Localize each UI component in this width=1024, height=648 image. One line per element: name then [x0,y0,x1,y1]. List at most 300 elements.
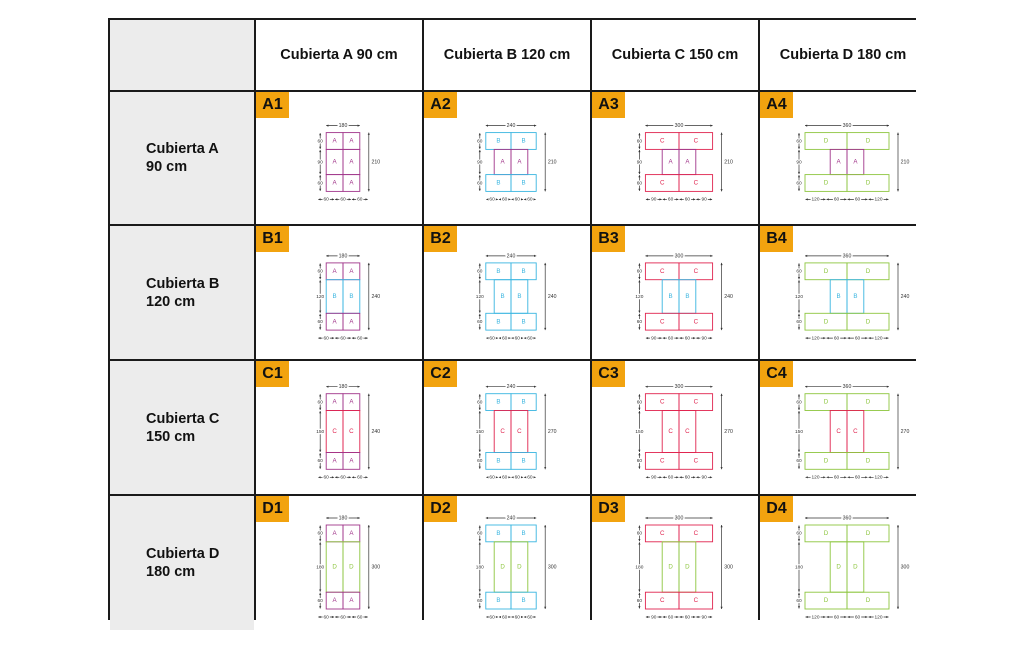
arrowhead [479,539,481,541]
arrowhead [721,607,723,609]
arrowhead [886,198,888,200]
arrowhead [638,172,640,174]
arrowhead [544,133,546,135]
diagram-cell-a1 [256,92,422,224]
arrowhead [479,327,481,329]
arrowhead [798,263,800,265]
layout-table [108,18,916,620]
arrowhead [798,175,800,177]
left-dimension-label: 90 [796,160,802,166]
module-letter: B [521,267,526,275]
arrowhead [332,198,334,200]
left-dimension-label: 120 [475,294,484,300]
left-dimension-label: 60 [636,459,643,465]
diagram-cell-b1 [256,226,422,359]
arrowhead [806,476,808,478]
arrowhead [798,539,800,541]
arrowhead [318,476,320,478]
left-dimension-label: 180 [316,565,325,571]
row-header-line1: Cubierta A [146,141,219,157]
arrowhead [897,525,899,527]
right-dimension-label: 270 [724,428,733,435]
right-dimension-label: 210 [724,159,733,166]
arrowhead [710,125,712,127]
right-dimension-label: 210 [547,159,557,166]
bottom-dimension-label: 60 [502,615,508,621]
module-letter: A [836,158,841,166]
arrowhead [798,311,800,313]
module-letter: D [823,457,829,465]
bottom-dimension-label: 90 [651,197,657,203]
left-dimension-label: 60 [477,400,483,406]
arrowhead [696,337,698,339]
arrowhead [534,616,536,618]
bottom-dimension-label: 60 [502,336,508,342]
diagram-cell-c1 [256,361,422,494]
arrowhead [865,337,867,339]
arrowhead [534,255,536,257]
arrowhead [663,337,665,339]
top-dimension-label: 180 [338,384,348,391]
bottom-dimension-label: 90 [651,475,657,481]
arrowhead [524,476,526,478]
arrowhead [479,394,481,396]
arrowhead [897,394,899,396]
left-dimension-label: 60 [317,598,323,604]
bottom-dimension-label: 60 [833,475,840,481]
arrowhead [638,150,640,152]
module-letter: B [496,398,501,406]
left-dimension-label: 60 [477,181,483,187]
arrowhead [368,467,370,469]
module-letter: C [659,318,665,326]
row-header-line2: 90 cm [146,159,188,175]
arrowhead [499,616,501,618]
left-dimension-label: 60 [636,531,643,537]
arrowhead [349,616,351,618]
arrowhead [368,328,370,330]
arrowhead [823,476,825,478]
arrowhead [676,616,678,618]
arrowhead [524,616,526,618]
module-letter: B [521,398,526,406]
right-dimension-label: 240 [724,293,733,300]
column-header-label: Cubierta C 150 cm [611,47,739,63]
arrowhead [358,255,360,257]
arrowhead [479,150,481,152]
cell-id-badge: A4 [760,92,793,118]
arrowhead [524,198,526,200]
bottom-dimension-label: 60 [323,336,329,342]
row-header-d [110,496,254,630]
arrowhead [865,198,867,200]
arrowhead [897,263,899,265]
column-header-label: Cubierta B 120 cm [443,47,571,63]
diagram-cell-d4 [760,496,926,630]
cell-id-badge: D4 [760,496,793,522]
arrowhead [479,590,481,592]
arrowhead [721,328,723,330]
arrowhead [798,542,800,544]
arrowhead [721,467,723,469]
diagram-cell-c3 [592,361,758,494]
module-letter: C [693,267,699,275]
bottom-dimension-label: 120 [811,475,820,481]
cell-id-badge: B1 [256,226,289,252]
left-dimension-label: 60 [796,598,802,604]
arrowhead [521,616,523,618]
arrowhead [693,337,695,339]
top-dimension-label: 360 [842,122,852,129]
module-letter: C [693,398,699,406]
module-letter: D [865,398,871,406]
arrowhead [368,525,370,527]
bottom-dimension-label: 60 [357,336,363,342]
bottom-dimension-label: 60 [684,475,691,481]
arrowhead [508,337,510,339]
arrowhead [366,337,368,339]
module-letter: A [332,179,337,187]
module-letter: A [668,158,673,166]
arrowhead [680,337,682,339]
bottom-dimension-label: 60 [323,615,329,621]
arrowhead [319,150,321,152]
arrowhead [332,337,334,339]
arrowhead [368,189,370,191]
bottom-dimension-label: 60 [527,615,533,621]
left-dimension-label: 60 [796,181,802,187]
arrowhead [638,263,640,265]
bottom-dimension-label: 120 [874,475,883,481]
module-letter: A [349,457,354,465]
right-dimension-label: 300 [724,564,733,571]
module-letter: C [693,179,699,187]
left-dimension-label: 60 [796,531,802,537]
arrowhead [638,526,640,528]
module-letter: C [349,428,354,436]
arrowhead [332,616,334,618]
module-letter: D [865,137,871,145]
arrowhead [508,198,510,200]
left-dimension-label: 60 [317,531,323,537]
module-letter: B [496,179,501,187]
arrowhead [534,517,536,519]
arrowhead [319,133,321,135]
arrowhead [827,616,829,618]
bottom-dimension-label: 60 [833,197,840,203]
arrowhead [645,125,647,127]
module-letter: A [349,137,354,145]
arrowhead [479,189,481,191]
top-dimension-label: 360 [842,515,852,522]
arrowhead [534,476,536,478]
left-dimension-label: 60 [796,139,802,145]
arrowhead [544,607,546,609]
module-letter: B [496,457,501,465]
module-letter: B [668,293,673,301]
arrowhead [326,517,328,519]
arrowhead [319,408,321,410]
arrowhead [512,616,514,618]
arrowhead [352,616,354,618]
arrowhead [798,408,800,410]
module-letter: B [332,293,337,301]
module-letter: A [685,158,690,166]
arrowhead [638,450,640,452]
module-letter: A [332,457,337,465]
arrowhead [887,386,889,388]
arrowhead [844,337,846,339]
left-dimension-label: 60 [317,139,323,145]
arrowhead [844,616,846,618]
bottom-dimension-label: 60 [667,615,674,621]
diagram-cell-d3 [592,496,758,630]
top-dimension-label: 360 [842,253,852,260]
arrowhead [508,616,510,618]
diagram-cell-d2 [424,496,590,630]
arrowhead [680,476,682,478]
top-dimension-label: 240 [506,253,516,260]
bottom-dimension-label: 60 [514,336,520,342]
cell-id-badge: A2 [424,92,457,118]
top-dimension-label: 180 [338,122,348,129]
arrowhead [534,337,536,339]
corner-cell [110,20,254,90]
right-dimension-label: 210 [371,159,381,166]
arrowhead [508,476,510,478]
module-letter: C [853,428,858,436]
module-letter: D [823,398,829,406]
arrowhead [869,198,871,200]
bottom-dimension-label: 90 [701,475,707,481]
arrowhead [335,337,337,339]
arrowhead [645,386,647,388]
arrowhead [499,476,501,478]
arrowhead [638,467,640,469]
arrowhead [319,450,321,452]
arrowhead [798,467,800,469]
arrowhead [319,526,321,528]
arrowhead [486,337,488,339]
left-dimension-label: 90 [477,160,483,166]
bottom-dimension-label: 60 [489,615,495,621]
arrowhead [319,189,321,191]
module-letter: D [823,318,829,326]
arrowhead [638,189,640,191]
diagram-cell-a3 [592,92,758,224]
arrowhead [645,255,647,257]
arrowhead [521,198,523,200]
module-letter: D [823,179,829,187]
arrowhead [798,314,800,316]
left-dimension-label: 60 [477,139,483,145]
arrowhead [521,337,523,339]
arrowhead [479,311,481,313]
row-header-a [110,92,254,224]
bottom-dimension-label: 60 [489,197,495,203]
bottom-dimension-label: 60 [502,197,508,203]
arrowhead [352,476,354,478]
row-header-c [110,361,254,494]
arrowhead [638,277,640,279]
right-dimension-label: 300 [371,564,381,571]
row-header-line1: Cubierta C [146,410,220,427]
arrowhead [486,386,488,388]
diagram-cell-b4 [760,226,926,359]
arrowhead [638,453,640,455]
module-letter: C [659,398,665,406]
bottom-dimension-label: 90 [651,615,657,621]
arrowhead [886,337,888,339]
bottom-dimension-label: 60 [527,197,533,203]
bottom-dimension-label: 60 [340,336,346,342]
cell-id-badge: C1 [256,361,289,387]
arrowhead [479,542,481,544]
module-letter: C [836,428,841,436]
arrowhead [823,198,825,200]
arrowhead [486,476,488,478]
left-dimension-label: 60 [796,269,802,275]
arrowhead [638,147,640,149]
left-dimension-label: 60 [477,531,483,537]
module-letter: B [521,179,526,187]
arrowhead [638,133,640,135]
bottom-dimension-label: 60 [340,475,346,481]
arrowhead [710,337,712,339]
arrowhead [368,133,370,135]
arrowhead [479,606,481,608]
arrowhead [319,467,321,469]
arrowhead [638,280,640,282]
arrowhead [827,198,829,200]
arrowhead [319,172,321,174]
arrowhead [721,394,723,396]
left-dimension-label: 150 [475,429,484,435]
arrowhead [823,616,825,618]
module-letter: A [500,158,505,166]
right-dimension-label: 270 [547,428,557,435]
arrowhead [848,337,850,339]
module-letter: D [823,530,829,538]
cell-id-badge: C4 [760,361,793,387]
module-letter: D [865,179,871,187]
arrowhead [798,411,800,413]
arrowhead [676,476,678,478]
cell-id-badge: D2 [424,496,457,522]
arrowhead [318,198,320,200]
arrowhead [319,593,321,595]
bottom-dimension-label: 60 [340,615,346,621]
arrowhead [486,255,488,257]
left-dimension-label: 60 [636,400,643,406]
diagram-cell-b2 [424,226,590,359]
module-letter: C [659,179,665,187]
arrowhead [479,411,481,413]
arrowhead [897,133,899,135]
left-dimension-label: 60 [317,400,323,406]
module-letter: C [659,597,665,605]
arrowhead [806,198,808,200]
arrowhead [638,590,640,592]
top-dimension-label: 180 [338,253,348,260]
arrowhead [721,525,723,527]
arrowhead [544,328,546,330]
module-letter: C [500,428,505,436]
module-letter: B [517,293,522,301]
module-letter: D [823,267,829,275]
arrowhead [676,337,678,339]
arrowhead [524,337,526,339]
row-header-line2: 180 cm [146,564,196,580]
arrowhead [544,189,546,191]
module-letter: C [659,530,665,538]
arrowhead [869,476,871,478]
module-letter: C [332,428,337,436]
bottom-dimension-label: 60 [323,197,329,203]
bottom-dimension-label: 60 [667,475,674,481]
arrowhead [534,386,536,388]
arrowhead [806,337,808,339]
diagram-cell-a4 [760,92,926,224]
row-header-b [110,226,254,359]
bottom-dimension-label: 120 [874,197,883,203]
bottom-dimension-label: 60 [684,336,691,342]
arrowhead [798,277,800,279]
left-dimension-label: 60 [636,319,643,325]
module-letter: A [349,158,354,166]
arrowhead [721,189,723,191]
bottom-dimension-label: 60 [527,475,533,481]
arrowhead [544,394,546,396]
arrowhead [638,539,640,541]
module-letter: B [496,530,501,538]
arrowhead [865,616,867,618]
left-dimension-label: 90 [317,160,323,166]
cell-id-badge: D3 [592,496,625,522]
module-letter: B [521,597,526,605]
arrowhead [638,314,640,316]
right-dimension-label: 300 [900,564,910,571]
arrowhead [721,133,723,135]
arrowhead [646,476,648,478]
module-letter: C [517,428,522,436]
top-dimension-label: 300 [674,384,684,391]
cell-id-badge: C3 [592,361,625,387]
module-letter: C [659,137,665,145]
module-letter: D [865,318,871,326]
arrowhead [319,263,321,265]
bottom-dimension-label: 90 [701,615,707,621]
top-dimension-label: 240 [506,122,516,129]
right-dimension-label: 240 [371,293,381,300]
arrowhead [798,590,800,592]
arrowhead [358,125,360,127]
arrowhead [512,476,514,478]
arrowhead [479,277,481,279]
left-dimension-label: 180 [794,565,804,571]
bottom-dimension-label: 60 [514,615,520,621]
arrowhead [534,125,536,127]
left-dimension-label: 180 [475,565,484,571]
module-letter: C [668,428,673,436]
arrowhead [696,616,698,618]
arrowhead [479,526,481,528]
arrowhead [827,337,829,339]
arrowhead [676,198,678,200]
module-letter: A [349,179,354,187]
arrowhead [499,337,501,339]
arrowhead [805,125,807,127]
